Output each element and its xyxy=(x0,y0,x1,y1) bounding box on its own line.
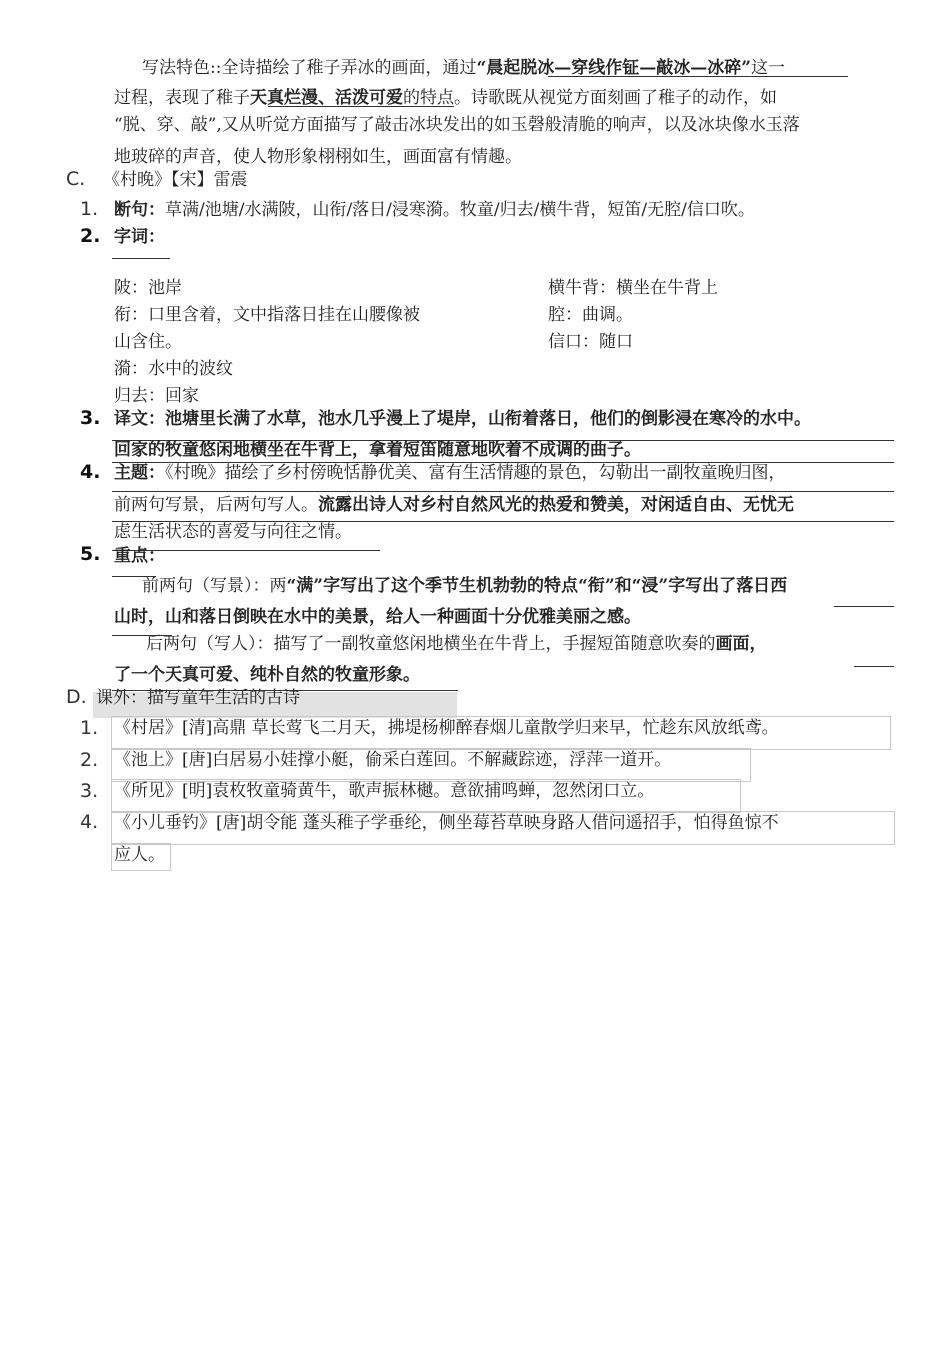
item-4-line-2 xyxy=(114,493,794,517)
item-1-number: 1. xyxy=(80,198,99,220)
intro-line-4: 地玻碎的声音，使人物形象栩栩如生，画面富有情趣。 xyxy=(114,147,522,167)
item-4-label: 主题： xyxy=(114,463,165,483)
item-3-line-2: 回家的牧童悠闲地横坐在牛背上，拿着短笛随意地吹着不成调的曲子。 xyxy=(114,440,641,460)
vocab-left-3: 山含住。 xyxy=(114,332,182,352)
section-c-marker: C. xyxy=(66,168,86,190)
item-3-line xyxy=(114,407,811,431)
focus-line-4: 了一个天真可爱、纯朴自然的牧童形象。 xyxy=(114,665,420,685)
item-4-text-2b: 流露出诗人对乡村自然风光的热爱和赞美，对闲适自由、无忧无 xyxy=(318,495,794,515)
vocab-right-2: 腔：曲调。 xyxy=(548,305,633,325)
item-4-number: 4. xyxy=(80,461,101,483)
poem-1-number: 1. xyxy=(80,717,99,739)
intro-process: “晨起脱冰—穿线作钲—敲冰—冰碎” xyxy=(476,58,752,78)
item-4-text-2: 前两句写景，后两句写人。 xyxy=(114,495,318,515)
item-4-line-3: 虑生活状态的喜爱与向往之情。 xyxy=(114,522,352,542)
intro-line-1a: 写法特色::全诗描绘了稚子弄冰的画面，通过 xyxy=(142,58,477,78)
item-3-text: 池塘里长满了水草，池水几乎漫上了堤岸，山衔着落日，他们的倒影浸在寒冷的水中。 xyxy=(165,409,811,429)
focus-1d: “衔”和“浸” xyxy=(578,576,669,596)
section-d-title: 课外：描写童年生活的古诗 xyxy=(96,688,300,708)
vocab-right-1: 横牛背：横坐在牛背上 xyxy=(548,278,718,298)
underline xyxy=(854,666,894,667)
focus-line-2: 山时，山和落日倒映在水中的美景，给人一种画面十分优雅美丽之感。 xyxy=(114,607,641,627)
intro-line-2a: 过程，表现了稚子 xyxy=(114,88,250,108)
focus-3b: 画面， xyxy=(715,634,767,654)
vocab-left-5: 归去：回家 xyxy=(114,386,199,406)
poem-4-number: 4. xyxy=(80,811,99,833)
focus-3a: 后两句（写人）：描写了一副牧童悠闲地横坐在牛背上，手握短笛随意吹奏的 xyxy=(146,634,716,654)
focus-1b: “满” xyxy=(286,576,324,596)
focus-1a: 前两句（写景）：两 xyxy=(142,576,287,596)
intro-line-2c: 的特点。诗歌既从视觉方面刻画了稚子的动作，如 xyxy=(403,88,777,108)
focus-1e: 字写出了 xyxy=(668,576,737,596)
intro-trait: 天真烂漫、活泼可爱 xyxy=(250,88,403,108)
item-4-line xyxy=(114,461,786,485)
intro-line-3: “脱、穿、敲”,又从听觉方面描写了敲击冰块发出的如玉磬般清脆的响声，以及冰块像水玉落 xyxy=(114,115,800,135)
underline xyxy=(268,106,454,107)
poem-2-number: 2. xyxy=(80,749,99,771)
underline xyxy=(548,76,848,77)
item-1-text: 草满/池塘/水满陂，山衔/落日/浸寒漪。牧童/归去/横牛背，短笛/无腔/信口吹。 xyxy=(165,200,755,220)
vocab-right-3: 信口：随口 xyxy=(548,332,633,352)
poem-3-number: 3. xyxy=(80,780,99,802)
focus-1f: 落日西 xyxy=(736,576,788,596)
item-2-number: 2. xyxy=(80,225,101,247)
underline xyxy=(834,606,894,607)
item-5-number: 5. xyxy=(80,543,101,565)
poem-4-text: 《小儿垂钓》[唐]胡令能 蓬头稚子学垂纶，侧坐莓苔草映身路人借问遥招手，怕得鱼惊不 xyxy=(114,813,779,833)
focus-1c: 字写出了这个季节生机勃勃的特点 xyxy=(323,576,579,596)
intro-line-1c: 这一 xyxy=(751,58,786,78)
vocab-left-2: 衔：口里含着，文中指落日挂在山腰像被 xyxy=(114,305,420,325)
item-1-label: 断句： xyxy=(114,200,165,220)
poem-1-text: 《村居》[清]高鼎 草长莺飞二月天，拂堤杨柳醉春烟儿童散学归来早，忙趁东风放纸鸢。 xyxy=(114,718,779,738)
poem-4-text-2: 应人。 xyxy=(114,845,165,865)
vocab-left-4: 漪：水中的波纹 xyxy=(114,359,233,379)
poem-2-text: 《池上》[唐]白居易小娃撑小艇，偷采白莲回。不解藏踪迹，浮萍一道开。 xyxy=(114,750,672,770)
underline xyxy=(112,491,894,492)
item-5-label: 重点： xyxy=(114,546,165,566)
vocab-left-1: 陂：池岸 xyxy=(114,278,182,298)
item-3-number: 3. xyxy=(80,407,101,429)
focus-line-1 xyxy=(142,574,787,598)
focus-line-3 xyxy=(146,632,767,656)
item-2-label: 字词： xyxy=(114,227,165,247)
section-d-marker: D. xyxy=(66,686,87,708)
item-3-label: 译文： xyxy=(114,409,165,429)
section-c-title: 《村晚》【宋】雷震 xyxy=(103,170,248,190)
poem-3-text: 《所见》[明]袁枚牧童骑黄牛，歌声振林樾。意欲捕鸣蝉，忽然闭口立。 xyxy=(114,781,655,801)
item-4-text: 《村晚》描绘了乡村傍晚恬静优美、富有生活情趣的景色，勾勒出一副牧童晚归图， xyxy=(165,463,786,483)
item-1-line xyxy=(114,198,755,222)
underline xyxy=(112,258,170,259)
